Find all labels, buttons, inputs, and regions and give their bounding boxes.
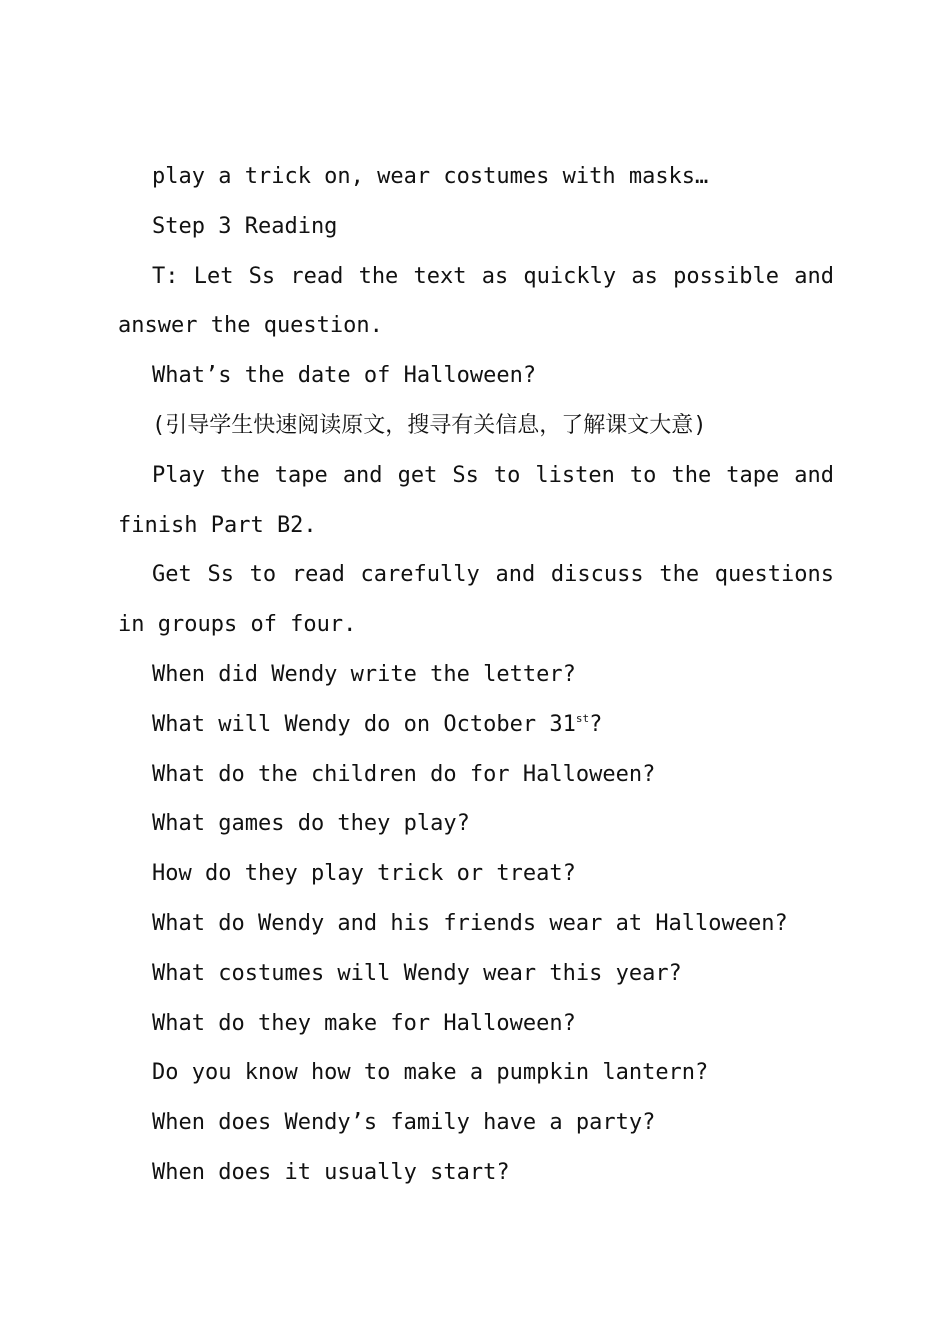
- step-heading: Step 3 Reading: [152, 213, 338, 239]
- question-mark: ?: [589, 711, 603, 737]
- question-date: What’s the date of Halloween?: [152, 363, 537, 389]
- question-item: Do you know how to make a pumpkin lantern?: [152, 1060, 709, 1086]
- question-item: What do they make for Halloween?: [152, 1010, 576, 1036]
- question-item: What do the children do for Halloween?: [152, 761, 656, 787]
- document-body: [118, 152, 834, 1198]
- question-item: What costumes will Wendy wear this year?: [152, 960, 682, 986]
- ordinal-suffix: st: [575, 711, 590, 725]
- question-item: What games do they play?: [152, 811, 470, 837]
- question-item: How do they play trick or treat?: [152, 861, 576, 887]
- listening-paragraph: Play the tape and get Ss to listen to the tape and finish Part B2.: [118, 462, 834, 538]
- instruction-paragraph: T: Let Ss read the text as quickly as possible and answer the question.: [118, 263, 834, 339]
- question-item: When does it usually start?: [152, 1159, 510, 1185]
- question-item: When does Wendy’s family have a party?: [152, 1110, 656, 1136]
- vocab-line: play a trick on, wear costumes with masks…: [152, 164, 709, 189]
- question-text: What will Wendy do on October 31: [152, 711, 576, 737]
- chinese-note: (引导学生快速阅读原文，搜寻有关信息，了解课文大意): [152, 412, 707, 438]
- discussion-paragraph: Get Ss to read carefully and discuss the questions in groups of four.: [118, 562, 834, 638]
- question-item: [118, 700, 834, 750]
- question-item: When did Wendy write the letter?: [152, 661, 576, 687]
- question-item: What do Wendy and his friends wear at Halloween?: [152, 910, 788, 936]
